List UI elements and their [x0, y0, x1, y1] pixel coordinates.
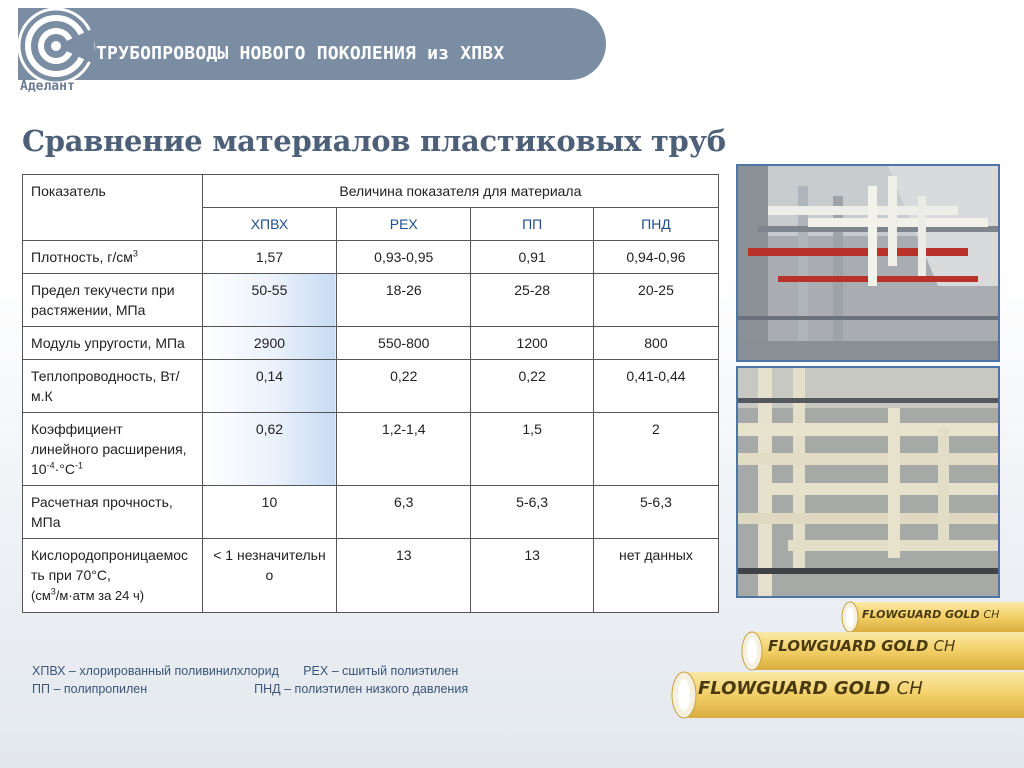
table-cell: 0,94-0,96 — [593, 241, 718, 274]
table-cell: 10 — [202, 486, 336, 539]
pipe-label-top — [862, 608, 999, 621]
material-header: ПП — [471, 208, 594, 241]
legend-item: ПНД – полиэтилен низкого давления — [254, 682, 469, 696]
table-cell: 1,2-1,4 — [337, 413, 471, 486]
table-cell: нет данных — [593, 539, 718, 613]
table-cell: 18-26 — [337, 274, 471, 327]
pipe-label-middle — [768, 637, 955, 655]
table-row — [23, 413, 719, 486]
row-label-text: Коэффициент линейного расширения, — [31, 421, 187, 457]
pipe-label-bottom — [698, 678, 923, 699]
table-row — [23, 539, 719, 613]
table-header-row — [23, 175, 719, 208]
table-cell: 0,62 — [202, 413, 336, 486]
legend-line-1 — [32, 664, 458, 678]
table-cell: 0,41-0,44 — [593, 360, 718, 413]
superscript: 3 — [132, 248, 138, 259]
pipes-photo-icon — [738, 166, 998, 360]
note-base: (см — [31, 588, 51, 603]
pipe-brand: FLOWGUARD GOLD — [862, 608, 980, 621]
table-row — [23, 274, 719, 327]
table-cell: 0,22 — [471, 360, 594, 413]
row-label — [23, 539, 203, 613]
row-label: Модуль упругости, МПа — [23, 327, 203, 360]
table-cell: 0,14 — [202, 360, 336, 413]
table-cell: 2900 — [202, 327, 336, 360]
installation-photo-2 — [736, 366, 1000, 598]
legend-item: PEX – сшитый полиэтилен — [303, 664, 459, 678]
table-cell: 2 — [593, 413, 718, 486]
pipes-photo-icon — [738, 368, 998, 596]
unit-rest: ·°C — [54, 461, 75, 477]
row-label: Предел текучести при растяжении, МПа — [23, 274, 203, 327]
col-header-indicator: Показатель — [23, 175, 203, 241]
table-cell: 6,3 — [337, 486, 471, 539]
table-cell: 13 — [337, 539, 471, 613]
table-cell: 1,57 — [202, 241, 336, 274]
note-rest: /м·атм за 24 ч) — [55, 588, 145, 603]
superscript: -4 — [46, 460, 55, 471]
table-cell: 13 — [471, 539, 594, 613]
table-cell: 0,93-0,95 — [337, 241, 471, 274]
col-header-group: Величина показателя для материала — [202, 175, 718, 208]
legend-item: ПП – полипропилен — [32, 682, 148, 696]
table-row — [23, 241, 719, 274]
material-header: ХПВХ — [202, 208, 336, 241]
table-cell: 550-800 — [337, 327, 471, 360]
table-cell: 25-28 — [471, 274, 594, 327]
company-logo-icon — [16, 6, 96, 86]
superscript: -1 — [74, 460, 83, 471]
brand-name: Аделант — [20, 79, 75, 94]
table-cell: 5-6,3 — [593, 486, 718, 539]
table-cell: < 1 незначительно — [202, 539, 336, 613]
pipe-suffix: CH — [896, 678, 923, 699]
material-header: ПНД — [593, 208, 718, 241]
table-cell: 20-25 — [593, 274, 718, 327]
table-cell: 1200 — [471, 327, 594, 360]
material-header: PEX — [337, 208, 471, 241]
table-cell: 0,91 — [471, 241, 594, 274]
pipe-suffix: CH — [933, 637, 956, 655]
table-row — [23, 360, 719, 413]
table-cell: 1,5 — [471, 413, 594, 486]
row-label: Расчетная прочность, МПа — [23, 486, 203, 539]
row-label: Теплопроводность, Вт/м.К — [23, 360, 203, 413]
unit-base: 10 — [31, 461, 47, 477]
superscript: 3 — [50, 586, 56, 597]
banner-title: ТРУБОПРОВОДЫ НОВОГО ПОКОЛЕНИЯ из ХПВХ — [96, 43, 505, 64]
legend-item: ХПВХ – хлорированный поливинилхлорид — [32, 664, 279, 678]
table-cell: 800 — [593, 327, 718, 360]
table-cell: 50-55 — [202, 274, 336, 327]
row-label-note — [31, 588, 144, 603]
installation-photo-1 — [736, 164, 1000, 362]
row-label — [23, 413, 203, 486]
pipe-brand: FLOWGUARD GOLD — [698, 678, 891, 699]
pipe-brand: FLOWGUARD GOLD — [768, 637, 929, 655]
row-label-text: Плотность, г/см — [31, 249, 133, 265]
legend-line-2 — [32, 682, 468, 696]
table-row — [23, 486, 719, 539]
row-label-text: Кислородопроницаемость при 70°C, — [31, 547, 189, 583]
comparison-table — [22, 174, 719, 613]
pipe-suffix: CH — [983, 608, 1000, 621]
row-label — [23, 241, 203, 274]
table-row — [23, 327, 719, 360]
page-title: Сравнение материалов пластиковых труб — [22, 124, 726, 158]
table-cell: 5-6,3 — [471, 486, 594, 539]
table-cell: 0,22 — [337, 360, 471, 413]
